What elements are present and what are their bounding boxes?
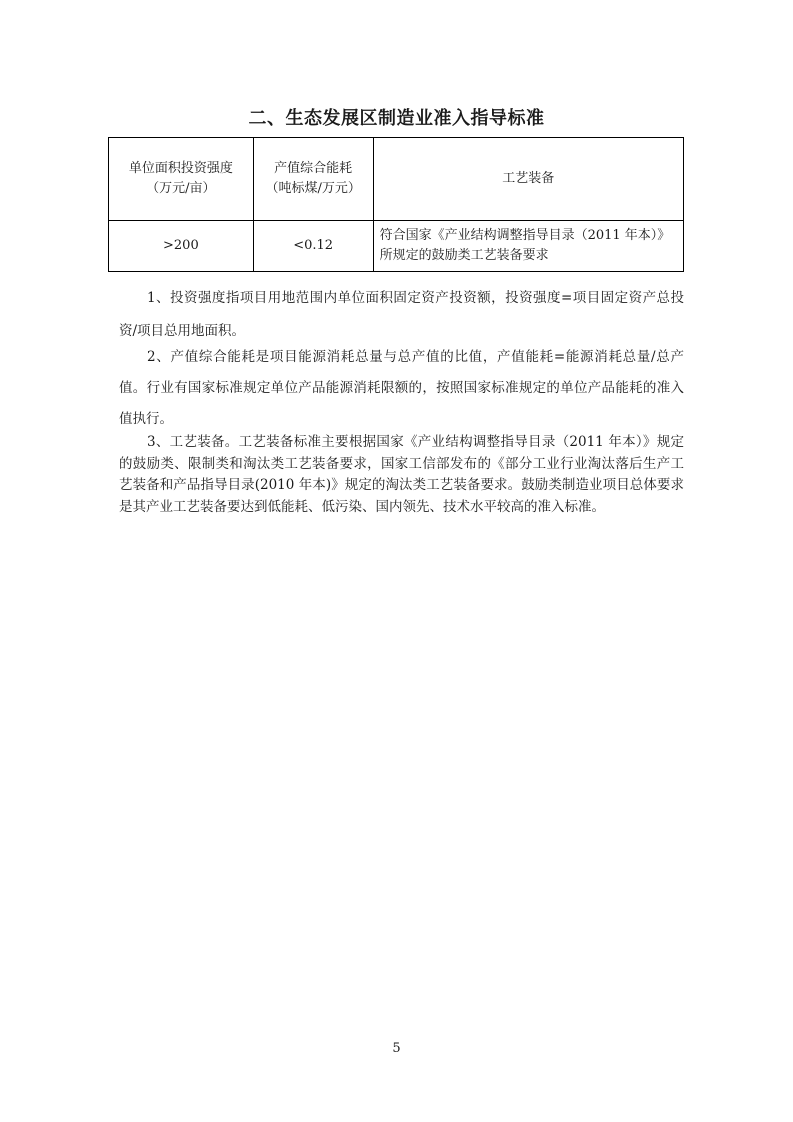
standards-table (108, 137, 684, 272)
note-investment-intensity: 1、投资强度指项目用地范围内单位面积固定资产投资额，投资强度=项目固定资产总投资/项目总用地面积。 (119, 290, 684, 339)
page-number: 5 (392, 1041, 401, 1056)
header-investment-intensity: 单位面积投资强度 （万元/亩） (109, 138, 254, 221)
note-energy-consumption: 2、产值综合能耗是项目能源消耗总量与总产值的比值，产值能耗=能源消耗总量/总产值。行业有国家标准规定单位产品能源消耗限额的，按照国家标准规定的单位产品能耗的准入值执行。 (119, 349, 684, 427)
page-title: 二、生态发展区制造业准入指导标准 (248, 108, 545, 129)
header-process-equipment: 工艺装备 (373, 138, 683, 221)
cell-process-equipment: 符合国家《产业结构调整指导目录（2011 年本）》 所规定的鼓励类工艺装备要求 (373, 221, 683, 272)
cell-energy-consumption: <0.12 (253, 221, 373, 272)
header-energy-consumption: 产值综合能耗 （吨标煤/万元） (253, 138, 373, 221)
table-header-row (109, 138, 684, 221)
note-process-equipment: 3、工艺装备。工艺装备标准主要根据国家《产业结构调整指导目录（2011 年本）》规定的鼓励类、限制类和淘汰类工艺装备要求，国家工信部发布的《部分工业行业淘汰落后生产工艺装备和产品指导目录(2010 年本)》规定的淘汰类工艺装备要求。鼓励类制造业项目总体要求是其产业工艺装备要达到低能耗、低污染、国内领先、技术水平较高的准入标准。 (119, 434, 684, 515)
cell-investment-intensity: >200 (109, 221, 254, 272)
table-row (109, 221, 684, 272)
